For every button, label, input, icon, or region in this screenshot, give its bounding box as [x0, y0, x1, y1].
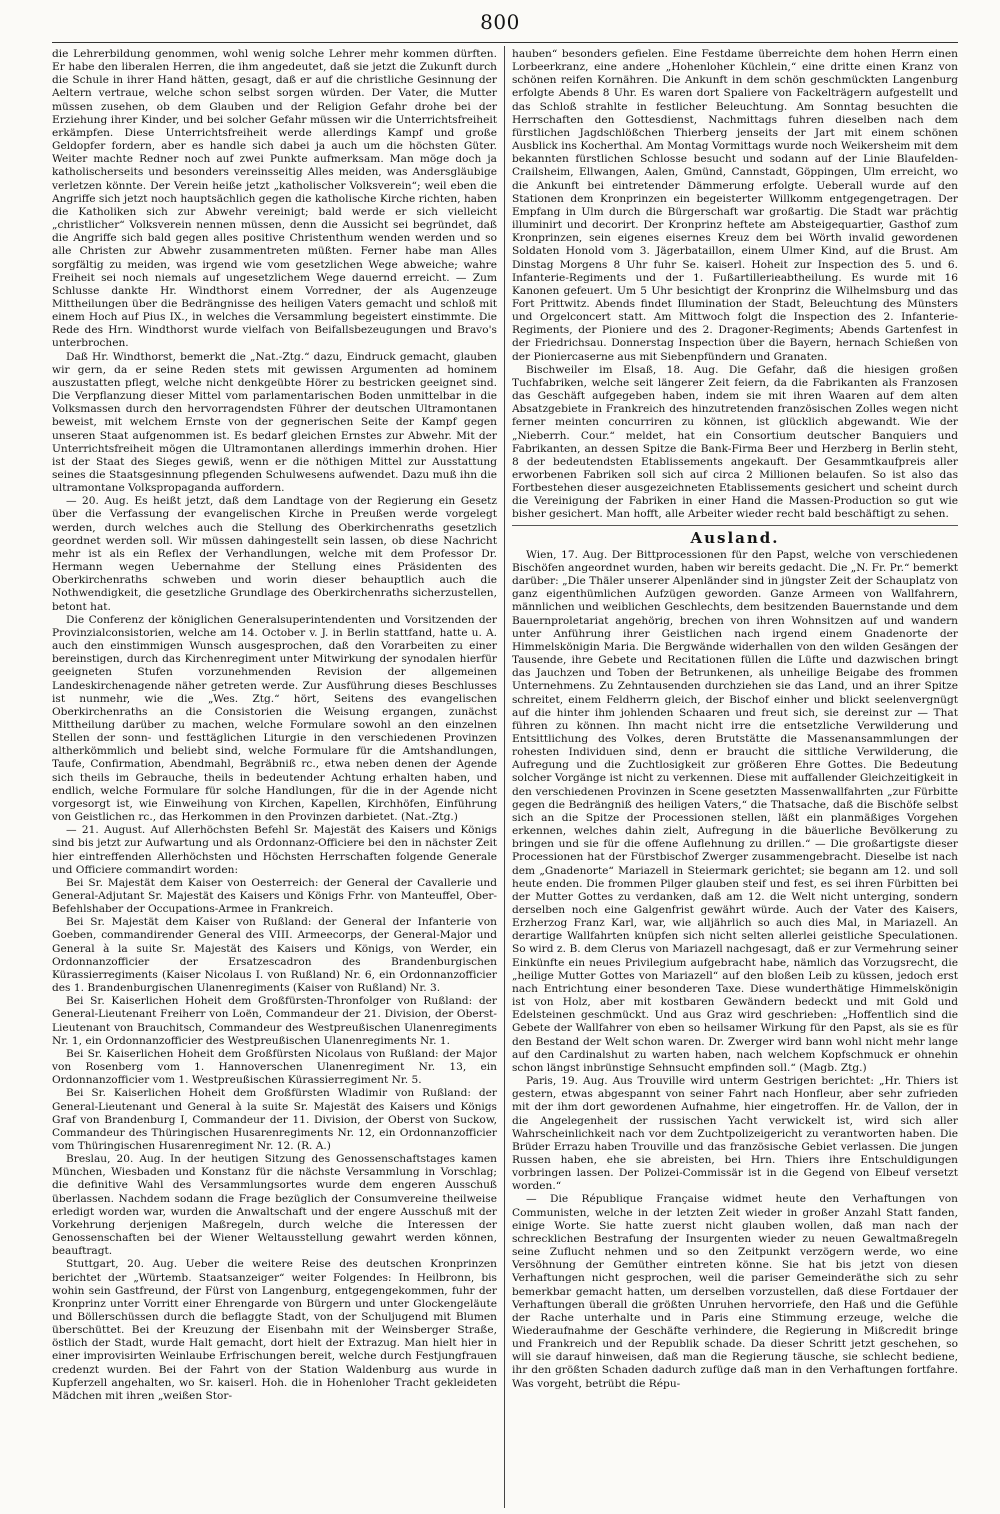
- left-column: [52, 48, 497, 1508]
- header-rule: [52, 42, 958, 43]
- article-paragraph: Stuttgart, 20. Aug. Ueber die weitere Reise des deutschen Kronprinzen berichtet der „Würtemb. Staatsanzeiger“ weiter Folgendes: In Heilbronn, bis wohin sein Gastfreund, der Fürst von Langenburg, entgegengekommen, fuhr der Kronprinz unter Vorritt einer Ehrengarde von Bürgern und unter Glockengeläute und Böllerschüssen durch die beflaggte Stadt, von der Schuljugend mit Blumen überschüttet. Bei der Kreuzung der Eisenbahn mit der Weinsberger Straße, östlich der Stadt, wurde Halt gemacht, dort hielt der Extrazug. Man hielt hier in einer improvisirten Weinlaube Erfrischungen bereit, welche durch Festjungfrauen credenzt wurden. Bei der Fahrt von der Station Waldenburg aus wurde in Kupferzell angehalten, wo Sr. kaiserl. Hoh. die in Hohenloher Tracht gekleideten Mädchen mit ihren „weißen Stor-: [52, 1258, 497, 1402]
- page-number: 800: [480, 10, 520, 34]
- article-paragraph: Daß Hr. Windthorst, bemerkt die „Nat.-Ztg.“ dazu, Eindruck gemacht, glauben wir gern, da er seine Reden stets mit gewissen Argumenten ad hominem auszustatten pflegt, welche nicht denkgeübte Hörer zu bestricken geeignet sind. Die Verpflanzung dieser Mittel vom parlamentarischen Boden unmittelbar in die Volksmassen durch den hervorragendsten Führer der deutschen Ultramontanen beweist, mit welchem Ernste von der gegnerischen Seite der Kampf gegen unseren Staat aufgenommen ist. Es bedarf gleichen Ernstes zur Abwehr. Mit der Unterrichtsfreiheit mögen die Ultramontanen allerdings immerhin drohen. Hier ist der Staat des Sieges gewiß, wenn er die nöthigen Mittel zur Ausstattung seines die Staatsgesinnung pflegenden Schulwesens aufwendet. Dazu muß ihn die ultramontane Volkspropaganda auffordern.: [52, 350, 497, 495]
- article-paragraph: Breslau, 20. Aug. In der heutigen Sitzung des Genossenschaftstages kamen München, Wiesbaden und Konstanz für die nächste Versammlung in Vorschlag; die definitive Wahl des Versammlungsortes wurde dem engeren Ausschuß überlassen. Nachdem sodann die Frage bezüglich der Consumvereine theilweise erledigt worden war, wurden die Anwaltschaft und der engere Ausschuß mit der Vorkehrung derjenigen Maßregeln, durch welche die Interessen der Genossenschaften bei der Wiener Weltausstellung gewahrt werden können, beauftragt.: [52, 1153, 497, 1258]
- article-paragraph: Bei Sr. Kaiserlichen Hoheit dem Großfürsten-Thronfolger von Rußland: der General-Lieutenant Freiherr von Loën, Commandeur der 21. Division, der Oberst-Lieutenant von Brauchitsch, Commandeur des Westpreußischen Ulanenregiments Nr. 1, ein Ordonnanzofficier des Westpreußischen Ulanenregiments Nr. 1.: [52, 995, 497, 1047]
- article-paragraph: Bei Sr. Kaiserlichen Hoheit dem Großfürsten Nicolaus von Rußland: der Major von Rosenberg vom 1. Hannoverschen Ulanenregiment Nr. 13, ein Ordonnanzofficier vom 1. Westpreußischen Kürassierregiment Nr. 5.: [52, 1047, 497, 1087]
- article-paragraph: Paris, 19. Aug. Aus Trouville wird unterm Gestrigen berichtet: „Hr. Thiers ist gestern, etwas abgespannt von seiner Fahrt nach Honfleur, aber sehr zufrieden mit der ihm dort gewordenen Aufnahme, hier eingetroffen. Hr. de Vallon, der in die Angelegenheit der russischen Yacht verwickelt ist, wird sich aller Wahrscheinlichkeit nach vor dem Zuchtpolizeigericht zu verantworten haben. Die Brüder Errazu haben Trouville und das französische Gebiet verlassen. Die jungen Russen haben, ehe sie abreisten, bei Hrn. Thiers ihre Entschuldigungen vorbringen lassen. Der Polizei-Commissär ist in die Gegend von Elbeuf versetzt worden.“: [512, 1075, 958, 1193]
- article-paragraph: Die Conferenz der königlichen Generalsuperintendenten und Vorsitzenden der Provinzialconsistorien, welche am 14. October v. J. in Berlin stattfand, hatte u. A. auch den einstimmigen Wunsch ausgesprochen, daß den Vorarbeiten zu einer bereinstigen, durch das Kirchenregiment unter Mitwirkung der synodalen hierfür geeigneten Stufen vorzunehmenden Revision der allgemeinen Landeskirchenagende näher getreten werde. Zur Ausführung dieses Beschlusses ist nunmehr, wie die „Wes. Ztg.“ hört, Seitens des evangelischen Oberkirchenraths an die Consistorien die Weisung ergangen, zunächst Mittheilung darüber zu machen, welche Formulare sowohl an den einzelnen Stellen der sonn- und festtäglichen Liturgie in den verschiedenen Provinzen altherkömmlich und beliebt sind, welche Formulare für die Amtshandlungen, Taufe, Confirmation, Abendmahl, Begräbniß rc., etwa neben denen der Agende sich theils im Gebrauche, theils in bedeutender Achtung erhalten haben, und endlich, welche Formulare für solche Handlungen, für die in der Agende nicht vorgesorgt ist, wie Einweihung von Kirchen, Kapellen, Kirchhöfen, Einführung von Geistlichen rc., das Herkommen in den Provinzen darbietet. (Nat.-Ztg.): [52, 613, 497, 824]
- article-paragraph: — 21. August. Auf Allerhöchsten Befehl Sr. Majestät des Kaisers und Königs sind bis jetzt zur Aufwartung und als Ordonnanz-Officiere bei den in nächster Zeit hier eintreffenden Allerhöchsten und Höchsten Herrschaften folgende Generale und Officiere commandirt worden:: [52, 824, 497, 876]
- article-paragraph: Bei Sr. Kaiserlichen Hoheit dem Großfürsten Wladimir von Rußland: der General-Lieutenant und General à la suite Sr. Majestät des Kaisers und Königs Graf von Brandenburg I, Commandeur der 11. Division, der Oberst von Suckow, Commandeur des Thüringischen Husarenregiments Nr. 12, ein Ordonnanzofficier vom Thüringischen Husarenregiment Nr. 12. (R. A.): [52, 1087, 497, 1152]
- right-column: [512, 48, 958, 1508]
- section-heading-ausland: Ausland.: [690, 528, 780, 547]
- article-paragraph: Bischweiler im Elsaß, 18. Aug. Die Gefahr, daß die hiesigen großen Tuchfabriken, welche seit längerer Zeit feiern, da die Fabrikanten als Franzosen das Geschäft aufgegeben haben, indem sie mit ihren Waaren auf dem alten Absatzgebiete in Frankreich des hinzutretenden französischen Zolles wegen nicht ferner meinten concurriren zu können, ist glücklich abgewandt. Wie der „Nieberrh. Cour.“ meldet, hat ein Consortium deutscher Banquiers und Fabrikanten, an dessen Spitze die Bank-Firma Beer und Herzberg in Berlin steht, 8 der bedeutendsten Etablissements angekauft. Der Gesammtkaufpreis aller erworbenen Fabriken soll sich auf circa 2 Millionen belaufen. So ist also das Fortbestehen dieser ausgezeichneten Etablissements gesichert und scheint durch die Vereinigung der Fabriken in einer Hand die Massen-Production so gut wie bisher gesichert. Man hofft, alle Arbeiter wieder recht bald beschäftigt zu sehen.: [512, 363, 958, 521]
- article-paragraph: hauben“ besonders gefielen. Eine Festdame überreichte dem hohen Herrn einen Lorbeerkranz, eine andere „Hohenloher Küchlein,“ eine dritte einen Kranz von schönen reifen Kornähren. Die Ankunft in dem schön geschmückten Langenburg erfolgte Abends 8 Uhr. Es waren dort Spaliere von Fackelträgern aufgestellt und das Schloß strahlte in festlicher Beleuchtung. Am Sonntag besuchten die Herrschaften den Gottesdienst, Nachmittags fuhren dieselben nach dem fürstlichen Jagdschlößchen Thierberg jenseits der Jart mit einem schönen Ausblick ins Kocherthal. Am Montag Vormittags wurde noch Weikersheim mit dem bekannten fürstlichen Schlosse besucht und sodann auf der Linie Blaufelden-Crailsheim, Ellwangen, Aalen, Gmünd, Cannstadt, Göppingen, Ulm erreicht, wo die Ankunft bei eintretender Dämmerung erfolgte. Ueberall wurde auf den Stationen dem Kronprinzen ein begeisterter Willkomm entgegengetragen. Der Empfang in Ulm durch die Bürgerschaft war großartig. Die Stadt war prächtig illuminirt und decorirt. Der Kronprinz heftete am Absteigequartier, Gasthof zum Kronprinzen, sein eigenes eisernes Kreuz dem bei Wörth invalid gewordenen Soldaten Honold vom 3. Jägerbataillon, einem Ulmer Kind, auf die Brust. Am Dinstag Morgens 8 Uhr fuhr Se. kaiserl. Hoheit zur Inspection des 5. und 6. Infanterie-Regiments und der 1. Fußartillerieabtheilung. Es wurde mit 16 Kanonen gefeuert. Um 5 Uhr besichtigt der Kronprinz die Wilhelmsburg und das Fort Prittwitz. Abends findet Illumination der Stadt, Beleuchtung des Münsters und Orgelconcert statt. Am Mittwoch folgt die Inspection des 2. Infanterie-Regiments, der Pioniere und des 2. Dragoner-Regiments; Abends Gartenfest in der Friedrichsau. Donnerstag Inspection über die Bayern, hernach Schießen von der Pioniercaserne aus mit Siebenpfündern und Granaten.: [512, 48, 958, 363]
- article-paragraph: — 20. Aug. Es heißt jetzt, daß dem Landtage von der Regierung ein Gesetz über die Verfassung der evangelischen Kirche in Preußen werde vorgelegt werden, durch welches auch die Stellung des Oberkirchenraths gesetzlich geordnet werden soll. Wir müssen dahingestellt sein lassen, ob diese Nachricht mehr ist als ein Reflex der Verhandlungen, welche mit dem Professor Dr. Hermann wegen Uebernahme der Stellung eines Präsidenten des Oberkirchenraths schweben und worin dieser behauptlich auch die Nothwendigkeit, die gesetzliche Grundlage des Oberkirchenraths sicherzustellen, betont hat.: [52, 495, 497, 613]
- article-paragraph: Bei Sr. Majestät dem Kaiser von Oesterreich: der General der Cavallerie und General-Adjutant Sr. Majestät des Kaisers und Königs Frhr. von Manteuffel, Ober-Befehlshaber der Occupations-Armee in Frankreich.: [52, 876, 497, 916]
- section-separator: [512, 525, 958, 526]
- column-divider: [504, 46, 505, 1508]
- article-paragraph: — Die République Française widmet heute den Verhaftungen von Communisten, welche in der letzten Zeit wieder in großer Anzahl Statt fanden, einige Worte. Sie hatte zuerst nicht glauben wollen, daß man nach der schrecklichen Bestrafung der Insurgenten wieder zu neuen Gewaltmaßregeln seine Zuflucht nehmen und so den Zeitpunkt verzögern werde, wo eine Versöhnung der Gemüther eintreten könne. Sie hat bis jetzt von diesen Verhaftungen nicht gesprochen, weil die pariser Gemeinderäthe sich zu sehr bemerkbar gemacht hatten, um derselben vorzustellen, daß diese Fortdauer der Verhaftungen überall die größten Unruhen hervorriefe, den Haß und die Gefühle der Rache unterhalte und in Paris eine Stimmung erzeuge, welche die Wiederaufnahme der Geschäfte verhindere, die Regierung in Mißcredit bringe und Frankreich und der Republik schade. Da dieser Schritt jetzt geschehen, so will sie darauf hinweisen, daß man die Regierung täusche, sie schlecht bediene, ihr den größten Schaden dadurch zufüge daß man in den Verhaftungen fortfahre. Was vorgeht, betrübt die Répu-: [512, 1193, 958, 1390]
- article-paragraph: Wien, 17. Aug. Der Bittprocessionen für den Papst, welche von verschiedenen Bischöfen angeordnet wurden, haben wir bereits gedacht. Die „N. Fr. Pr.“ bemerkt darüber: „Die Thäler unserer Alpenländer sind in jüngster Zeit der Schauplatz von ganz eigenthümlichen Aufzügen geworden. Ganze Armeen von Wallfahrern, männlichen und weiblichen Geschlechts, dem besitzenden Bauernstande und dem Bauernproletariat angehörig, brechen von ihren Wohnsitzen auf und wandern unter Anführung ihrer Geistlichen nach irgend einem Gnadenorte der Himmelskönigin Maria. Die Bergwände widerhallen von den wilden Gesängen der Tausende, ihre Gebete und Recitationen füllen die Lüfte und dazwischen bringt das Jauchzen und Toben der Betrunkenen, als unheilige Beigabe des frommen Unternehmens. Zu Zehntausenden durchziehen sie das Land, und an ihrer Spitze schreitet, einem Feldherrn gleich, der Bischof einher und blickt seelenvergnügt auf die hinter ihm johlenden Schaaren und freut sich, sie dereinst zur — That führen zu können. Ihn macht nicht irre die entsetzliche Verwilderung und Entsittlichung des Volkes, deren Brutstätte die Massenansammlungen der rohesten Individuen sind, denn er braucht die sittliche Verwilderung, die Aufregung und die Zuchtlosigkeit zur größeren Ehre Gottes. Die Bedeutung solcher Vorgänge ist nicht zu verkennen. Diese mit auffallender Gleichzeitigkeit in den verschiedenen Provinzen in Scene gesetzten Massenwallfahrten „zur Fürbitte gegen die Bedrängniß des heiligen Vaters,“ die Thatsache, daß die Bischöfe selbst sich an die Spitze der Processionen stellen, läßt ein planmäßiges Vorgehen erkennen, welches dahin zielt, Aufregung in die bäuerliche Bevölkerung zu bringen und sie für die offene Auflehnung zu drillen.“ — Die großartigste dieser Processionen hat der Fürstbischof Zwerger zusammengebracht. Dieselbe ist nach dem „Gnadenorte“ Mariazell in Steiermark gerichtet; sie begann am 12. und soll heute enden. Die frommen Pilger glauben steif und fest, es sei ihren Fürbitten bei der Mutter Gottes zu verdanken, daß am 12. die Welt nicht unterging, sondern derselben noch eine Galgenfrist gewährt würde. Auch der Vater des Kaisers, Erzherzog Franz Karl, war, wie alljährlich so auch dies Mal, in Mariazell. An derartige Wallfahrten knüpfen sich nicht selten allerlei geistliche Speculationen. So wird z. B. dem Clerus von Mariazell nachgesagt, daß er zur Vermehrung seiner Einkünfte ein neues Privilegium aufgebracht habe, nämlich das Vorzugsrecht, die „heilige Mutter Gottes von Mariazell“ auf den bloßen Leib zu küssen, jedoch erst nach Entrichtung einer besonderen Taxe. Diese wunderthätige Himmelskönigin ist von Holz, aber mit kostbaren Gewändern bedeckt und mit Gold und Edelsteinen geschmückt. Und aus Graz wird geschrieben: „Hoffentlich sind die Gebete der Wallfahrer von eben so heilsamer Wirkung für den Papst, als sie es für den Bestand der Welt schon waren. Dr. Zwerger wird bann wohl nicht mehr lange auf den Cardinalshut zu warten haben, nach welchem Kopfschmuck er ohnehin schon längst inbrünstige Sehnsucht empfinden soll.“ (Magb. Ztg.): [512, 548, 958, 1074]
- article-paragraph: die Lehrerbildung genommen, wohl wenig solche Lehrer mehr kommen dürften. Er habe den liberalen Herren, die ihm angedeutet, daß sie jetzt die Zukunft durch die Schule in ihrer Hand hätten, gesagt, daß er auf die christliche Gesinnung der Aeltern vertraue, welche schon selbst sorgen würden. Der Vater, die Mutter müssen zusehen, ob dem Glauben und der Religion Gefahr drohe bei der Erziehung ihrer Kinder, und bei solcher Gefahr müssen wir die Unterrichtsfreiheit erkämpfen. Diese Unterrichtsfreiheit werde allerdings Kampf und große Geldopfer fordern, aber es handle sich dabei ja auch um die höchsten Güter. Weiter machte Redner noch auf zwei Punkte aufmerksam. Man möge doch ja katholischerseits und besonders vereinsseitig Alles meiden, was Andersgläubige verletzen könnte. Der Verein heiße jetzt „katholischer Volksverein“; weil eben die Angriffe sich jetzt noch hauptsächlich gegen die katholische Kirche richten, haben die Katholiken sich zur Abwehr vereinigt; bald werde er sich vielleicht „christlicher“ Volksverein nennen müssen, denn die Aussicht sei begründet, daß die Angriffe sich bald gegen alles positive Christenthum wenden werden und so alle Christen zur Abwehr zusammentreten müßten. Ferner habe man Alles sorgfältig zu meiden, was irgend wie vom gesetzlichen Wege abweiche; wahre Freiheit sei noch niemals auf ungesetzlichem Wege dauernd erreicht. — Zum Schlusse dankte Hr. Windthorst einem Vorredner, der als Augenzeuge Mittheilungen über die Bedrängnisse des heiligen Vaters gemacht und schloß mit einem Hoch auf Pius IX., in welches die Versammlung begeistert einstimmte. Die Rede des Hrn. Windthorst wurde vielfach von Beifallsbezeugungen und Bravo's unterbrochen.: [52, 48, 497, 350]
- article-paragraph: Bei Sr. Majestät dem Kaiser von Rußland: der General der Infanterie von Goeben, commandirender General des VIII. Armeecorps, der General-Major und General à la suite Sr. Majestät des Kaisers und Königs, von Werder, ein Ordonnanzofficier der Ersatzescadron des Brandenburgischen Kürassierregiments (Kaiser Nicolaus I. von Rußland) Nr. 6, ein Ordonnanzofficier des 1. Brandenburgischen Ulanenregiments (Kaiser von Rußland) Nr. 3.: [52, 916, 497, 995]
